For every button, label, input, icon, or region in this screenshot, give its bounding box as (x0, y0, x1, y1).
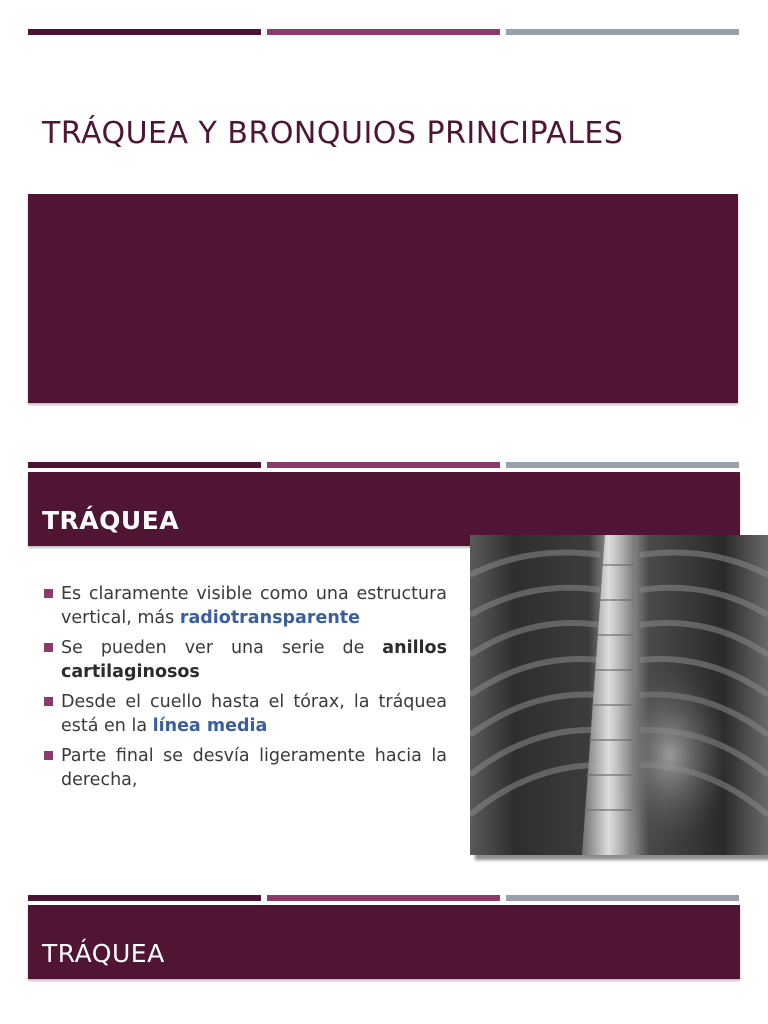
slide3-heading: TRÁQUEA (42, 939, 165, 968)
square-bullet-icon (44, 751, 53, 760)
bullet-text: Es claramente visible como una estructura vertical, más (61, 584, 447, 628)
bullet-text: Parte final se desvía ligeramente hacia la derecha, (61, 746, 447, 790)
bullet-highlight: radiotransparente (179, 608, 361, 628)
bullet-highlight: línea media (152, 716, 268, 736)
accent-bar-mid (267, 895, 500, 901)
bullet-list (44, 582, 447, 798)
bullet-item (44, 636, 447, 684)
bullet-text: Se pueden ver una serie de (61, 638, 383, 658)
accent-bar-dark (28, 462, 261, 468)
accent-bar-mid (267, 462, 500, 468)
slide1-title: TRÁQUEA Y BRONQUIOS PRINCIPALES (42, 116, 624, 151)
square-bullet-icon (44, 589, 53, 598)
accent-bar-gray (506, 29, 739, 35)
bullet-emphasis: anillos cartilaginosos (61, 638, 447, 682)
bullet-item (44, 744, 447, 792)
bullet-text: Desde el cuello hasta el tórax, la tráquea está en la (61, 692, 447, 736)
square-bullet-icon (44, 643, 53, 652)
accent-bar-dark (28, 895, 261, 901)
slide1-content-block (28, 194, 738, 403)
accent-bar-gray (506, 895, 739, 901)
accent-bar-gray (506, 462, 739, 468)
slide2-heading: TRÁQUEA (42, 506, 180, 535)
slide3-header-block (28, 905, 740, 979)
square-bullet-icon (44, 697, 53, 706)
bullet-item (44, 582, 447, 630)
accent-bar-mid (267, 29, 500, 35)
bullet-item (44, 690, 447, 738)
chest-xray-image (470, 535, 768, 855)
accent-bar-dark (28, 29, 261, 35)
